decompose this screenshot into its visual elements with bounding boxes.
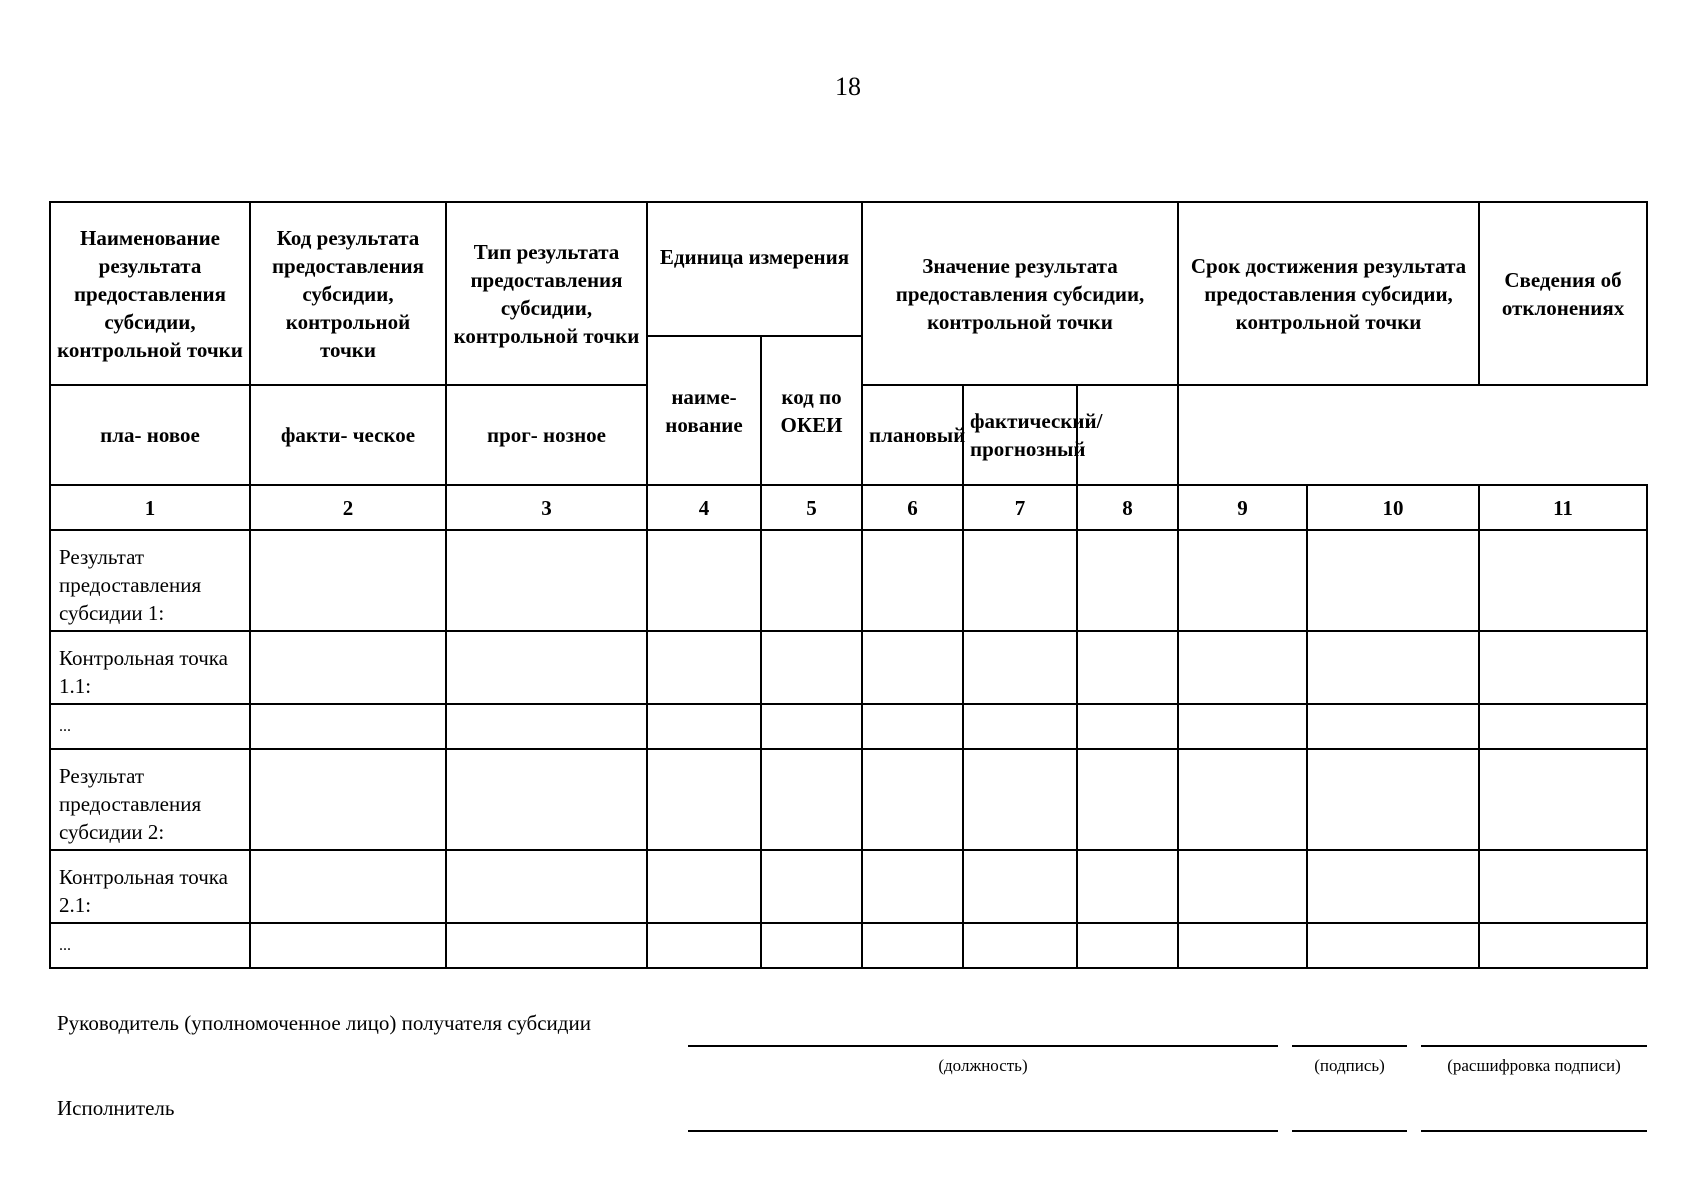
table-cell	[647, 923, 761, 968]
row-label: Результат предоставления субсидии 2:	[50, 749, 250, 850]
executor-position-line	[688, 1130, 1278, 1132]
executor-signature-line	[1292, 1130, 1407, 1132]
results-table	[49, 201, 1648, 969]
header-unit-group: Единица измерения	[647, 202, 862, 336]
page-number: 18	[835, 72, 861, 101]
column-number: 6	[862, 485, 963, 530]
table-cell	[446, 631, 647, 704]
table-cell	[963, 923, 1077, 968]
table-cell	[963, 631, 1077, 704]
table-cell	[1479, 631, 1647, 704]
header-deviations: Сведения об отклонениях	[1479, 202, 1647, 385]
table-cell	[647, 530, 761, 631]
table-row	[50, 530, 1647, 631]
table-cell	[647, 850, 761, 923]
table-row	[50, 923, 1647, 968]
table-cell	[1178, 530, 1307, 631]
signature-decoding-line	[1421, 1045, 1647, 1047]
table-cell	[1178, 923, 1307, 968]
table-cell	[250, 850, 446, 923]
table-cell	[1077, 749, 1178, 850]
table-cell	[446, 850, 647, 923]
table-cell	[862, 631, 963, 704]
table-cell	[446, 749, 647, 850]
signature-line	[1292, 1045, 1407, 1047]
table-cell	[1178, 749, 1307, 850]
position-caption: (должность)	[938, 1056, 1028, 1075]
row-label: Контрольная точка 1.1:	[50, 631, 250, 704]
table-cell	[1077, 923, 1178, 968]
column-number: 11	[1479, 485, 1647, 530]
table-cell	[862, 749, 963, 850]
table-cell	[761, 631, 862, 704]
table-cell	[963, 704, 1077, 749]
table-cell	[1077, 850, 1178, 923]
column-number: 1	[50, 485, 250, 530]
column-number: 4	[647, 485, 761, 530]
table-cell	[1479, 530, 1647, 631]
table-cell	[1077, 631, 1178, 704]
table-cell	[1178, 704, 1307, 749]
column-number: 10	[1307, 485, 1479, 530]
executor-label: Исполнитель	[57, 1096, 175, 1120]
table-cell	[250, 530, 446, 631]
row-label: ...	[50, 704, 250, 749]
table-cell	[761, 749, 862, 850]
table-cell	[446, 704, 647, 749]
table-cell	[1077, 704, 1178, 749]
table-cell	[862, 923, 963, 968]
table-cell	[647, 749, 761, 850]
table-cell	[647, 631, 761, 704]
table-cell	[761, 530, 862, 631]
column-number: 5	[761, 485, 862, 530]
header-value-planned: пла- новое	[50, 385, 250, 485]
table-cell	[647, 704, 761, 749]
signature-caption: (подпись)	[1314, 1056, 1385, 1075]
signature-decoding-caption: (расшифровка подписи)	[1447, 1056, 1621, 1075]
table-cell	[963, 850, 1077, 923]
header-deadline-actual: фактический/ прогнозный	[963, 385, 1077, 485]
table-cell	[862, 850, 963, 923]
table-cell	[1178, 850, 1307, 923]
column-number: 3	[446, 485, 647, 530]
header-deviations-empty	[1077, 385, 1178, 485]
header-value-actual: факти- ческое	[250, 385, 446, 485]
table-row	[50, 631, 1647, 704]
table-cell	[1178, 631, 1307, 704]
table-cell	[862, 530, 963, 631]
table-cell	[1307, 850, 1479, 923]
executor-decoding-line	[1421, 1130, 1647, 1132]
column-number: 8	[1077, 485, 1178, 530]
header-value-forecast: прог- нозное	[446, 385, 647, 485]
table-cell	[1479, 749, 1647, 850]
column-number: 2	[250, 485, 446, 530]
table-cell	[250, 749, 446, 850]
table-cell	[1307, 923, 1479, 968]
table-row	[50, 704, 1647, 749]
table-row	[50, 850, 1647, 923]
row-label: ...	[50, 923, 250, 968]
column-number: 9	[1178, 485, 1307, 530]
table-cell	[1479, 850, 1647, 923]
head-label: Руководитель (уполномоченное лицо) получателя субсидии	[57, 1011, 591, 1035]
header-value-group: Значение результата предоставления субсидии, контрольной точки	[862, 202, 1178, 385]
header-deadline-group: Срок достижения результата предоставления субсидии, контрольной точки	[1178, 202, 1479, 385]
header-unit-code: код по ОКЕИ	[761, 336, 862, 485]
table-cell	[1307, 704, 1479, 749]
table-cell	[761, 850, 862, 923]
table-cell	[963, 530, 1077, 631]
table-cell	[250, 631, 446, 704]
table-cell	[250, 923, 446, 968]
table-cell	[250, 704, 446, 749]
table-cell	[761, 704, 862, 749]
table-cell	[761, 923, 862, 968]
table-cell	[1307, 749, 1479, 850]
table-cell	[446, 923, 647, 968]
header-deadline-planned: плановый	[862, 385, 963, 485]
table-cell	[1479, 923, 1647, 968]
header-result-code: Код результата предоставления субсидии, контрольной точки	[250, 202, 446, 385]
table-cell	[862, 704, 963, 749]
row-label: Контрольная точка 2.1:	[50, 850, 250, 923]
column-number: 7	[963, 485, 1077, 530]
table-cell	[1307, 631, 1479, 704]
column-number-row	[50, 485, 1647, 530]
table-cell	[446, 530, 647, 631]
table-cell	[1479, 704, 1647, 749]
position-line	[688, 1045, 1278, 1047]
row-label: Результат предоставления субсидии 1:	[50, 530, 250, 631]
table-row	[50, 749, 1647, 850]
table-cell	[1307, 530, 1479, 631]
header-result-type: Тип результата предоставления субсидии, контрольной точки	[446, 202, 647, 385]
table-cell	[1077, 530, 1178, 631]
header-unit-name: наиме- нование	[647, 336, 761, 485]
header-result-name: Наименование результата предоставления субсидии, контрольной точки	[50, 202, 250, 385]
table-cell	[963, 749, 1077, 850]
